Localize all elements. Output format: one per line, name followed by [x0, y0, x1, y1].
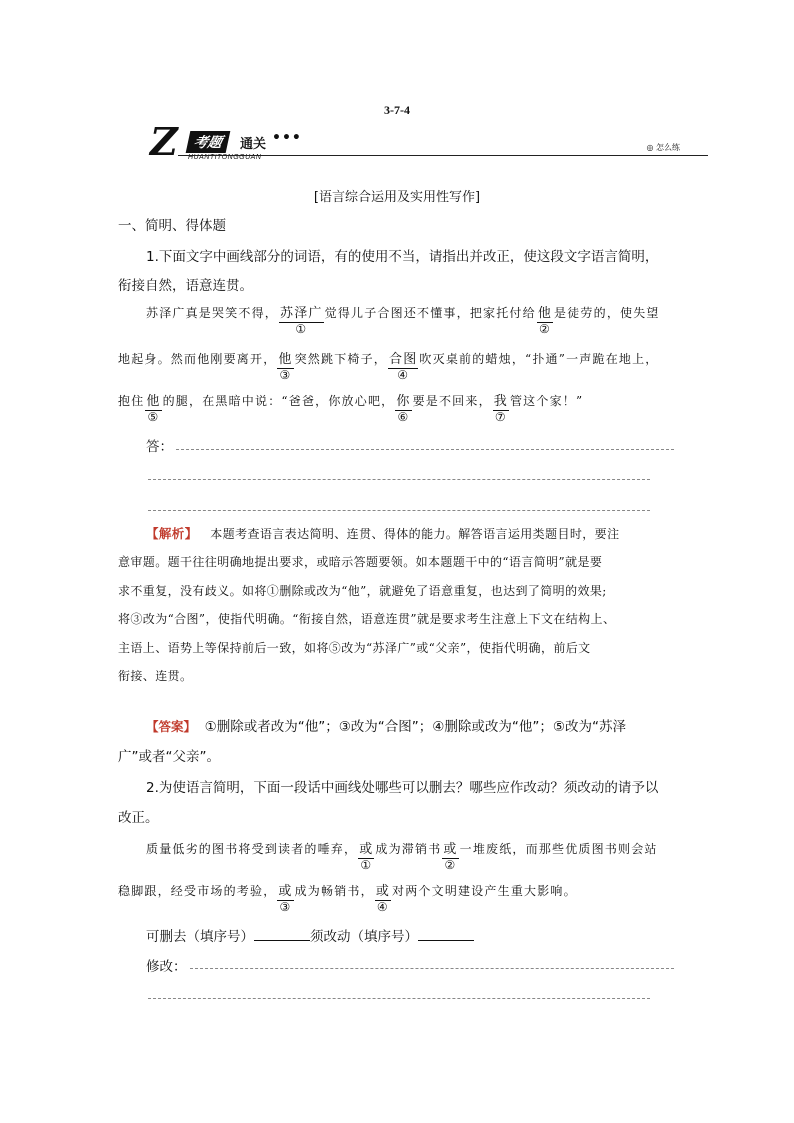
underlined-word-2 [442, 842, 458, 872]
banner-rule [178, 155, 708, 156]
answer-block [118, 712, 684, 772]
underlined-word: 或 [375, 884, 391, 899]
banner-tongguan: 通关 [240, 137, 267, 152]
circled-number: ④ [397, 368, 410, 382]
circled-number: ② [538, 322, 551, 336]
underlined-word: 或 [359, 842, 374, 857]
passage-text: 对两个文明建设产生重大影响。 [392, 884, 577, 898]
underlined-word-2 [537, 306, 553, 336]
underlined-word: 或 [443, 842, 458, 857]
fill-blank-change[interactable] [418, 928, 474, 941]
revise-line[interactable] [148, 998, 650, 999]
fill-label-change: 须改动（填序号） [310, 929, 418, 945]
analysis-text: 本题考查语言表达简明、连贯、得体的能力。解答语言运用类题目时，要注 [210, 527, 620, 541]
underlined-word: 他 [278, 352, 293, 367]
passage-text: 觉得儿子合图还不懂事，把家托付给 [324, 306, 536, 320]
underlined-word-1 [358, 842, 374, 872]
underlined-word-7 [493, 394, 509, 424]
q2-stem-line1: 2.为使语言简明，下面一段话中画线处哪些可以删去？哪些应作改动？须改动的请予以 [146, 780, 659, 796]
passage-text: 的腿，在黑暗中说：“爸爸，你放心吧， [162, 394, 395, 408]
analysis-block [118, 520, 684, 690]
passage-text: 一堆废纸，而那些优质图书则会站 [459, 842, 658, 856]
analysis-text: 主语上、语势上等保持前后一致，如将⑤改为“苏泽广”或“父亲”，使指代明确，前后文 [118, 640, 591, 655]
q1-stem-line2: 衔接自然，语意连贯。 [118, 278, 253, 294]
underlined-word-5 [145, 394, 161, 424]
answer-text: ①删除或者改为“他”；③改为“合图”；④删除或改为“他”；⑤改为“苏泽 [204, 719, 626, 735]
circled-number: ④ [376, 900, 389, 914]
q1-stem-line1: 1.下面文字中画线部分的词语，有的使用不当，请指出并改正，使这段文字语言简明， [146, 249, 659, 265]
underlined-word: 苏泽广 [280, 306, 323, 321]
banner-kaoti: 考题 [186, 131, 231, 153]
analysis-text: 衔接、连贯。 [118, 669, 193, 684]
circled-number: ⑦ [494, 410, 507, 424]
underlined-word: 或 [278, 884, 293, 899]
q2-passage-line1 [146, 840, 686, 872]
answer-line[interactable] [176, 449, 674, 450]
underlined-word-6 [395, 394, 411, 424]
underlined-word: 我 [493, 394, 508, 409]
underlined-word: 合图 [389, 352, 418, 367]
circled-number: ① [295, 322, 308, 336]
analysis-text: 求不重复，没有歧义。如将①删除或改为“他”，就避免了语意重复，也达到了简明的效果; [118, 583, 607, 598]
q1-passage-line3 [118, 392, 678, 424]
underlined-word-3 [277, 884, 293, 914]
part-heading: 一、简明、得体题 [118, 218, 226, 234]
answer-label: 答： [146, 439, 173, 455]
passage-text: 稳脚跟，经受市场的考验， [118, 884, 277, 898]
passage-text: 成为畅销书， [294, 884, 374, 898]
underlined-word-4 [388, 352, 418, 382]
circled-number: ① [360, 858, 373, 872]
underlined-word-3 [277, 352, 293, 382]
analysis-tag: 【解析】 [146, 526, 198, 541]
passage-text: 苏泽广真是哭笑不得， [146, 306, 279, 320]
underlined-word: 他 [537, 306, 553, 321]
passage-text: 要是不回来， [412, 394, 492, 408]
analysis-text: 意审题。题干往往明确地提出要求，或暗示答题要领。如本题题干中的“语言简明”就是要 [118, 555, 603, 570]
fill-label-delete: 可删去（填序号） [146, 929, 254, 945]
revise-label: 修改： [146, 959, 187, 975]
banner-brand: ◎ 怎么练 [646, 143, 680, 152]
q1-passage-line2 [118, 350, 678, 382]
analysis-text: 将③改为“合图”，使指代明确。“衔接自然，语意连贯”就是要求考生注意上下文在结构上、 [118, 612, 616, 627]
passage-text: 吹灭桌前的蜡烛，“扑通”一声跪在地上， [419, 352, 659, 366]
passage-text: 是徒劳的，使失望 [554, 306, 660, 320]
q2-passage-line2 [118, 882, 678, 914]
passage-text: 管这个家！” [509, 394, 584, 408]
answer-line[interactable] [148, 479, 650, 480]
q2-stem-line2: 改正。 [118, 810, 159, 826]
passage-text: 抱住 [118, 394, 145, 408]
circled-number: ② [444, 858, 457, 872]
banner-logo-z: Z [150, 119, 178, 164]
banner-dots: ••• [272, 130, 302, 146]
q2-fill-line [146, 925, 686, 945]
underlined-word: 你 [396, 394, 411, 409]
underlined-word-1 [279, 306, 324, 336]
banner-pinyin: HUANTITONGGUAN [188, 154, 262, 161]
revise-line[interactable] [190, 968, 674, 969]
section-title: [语言综合运用及实用性写作] [313, 190, 481, 205]
passage-text: 突然跳下椅子， [294, 352, 388, 366]
passage-text: 质量低劣的图书将受到读者的唾弃， [146, 842, 358, 856]
page-number: 3-7-4 [384, 103, 410, 117]
answer-tag: 【答案】 [146, 719, 197, 734]
answer-text: 广”或者“父亲”。 [118, 749, 220, 765]
passage-text: 成为滞销书 [375, 842, 442, 856]
passage-text: 地起身。然而他刚要离开， [118, 352, 277, 366]
circled-number: ③ [279, 900, 292, 914]
underlined-word-4 [375, 884, 391, 914]
underlined-word: 他 [146, 394, 161, 409]
answer-line[interactable] [148, 510, 650, 511]
section-banner [148, 119, 708, 164]
circled-number: ⑤ [147, 410, 160, 424]
circled-number: ⑥ [397, 410, 410, 424]
fill-blank-delete[interactable] [254, 928, 310, 941]
circled-number: ③ [279, 368, 292, 382]
q1-passage-line1 [146, 304, 686, 336]
